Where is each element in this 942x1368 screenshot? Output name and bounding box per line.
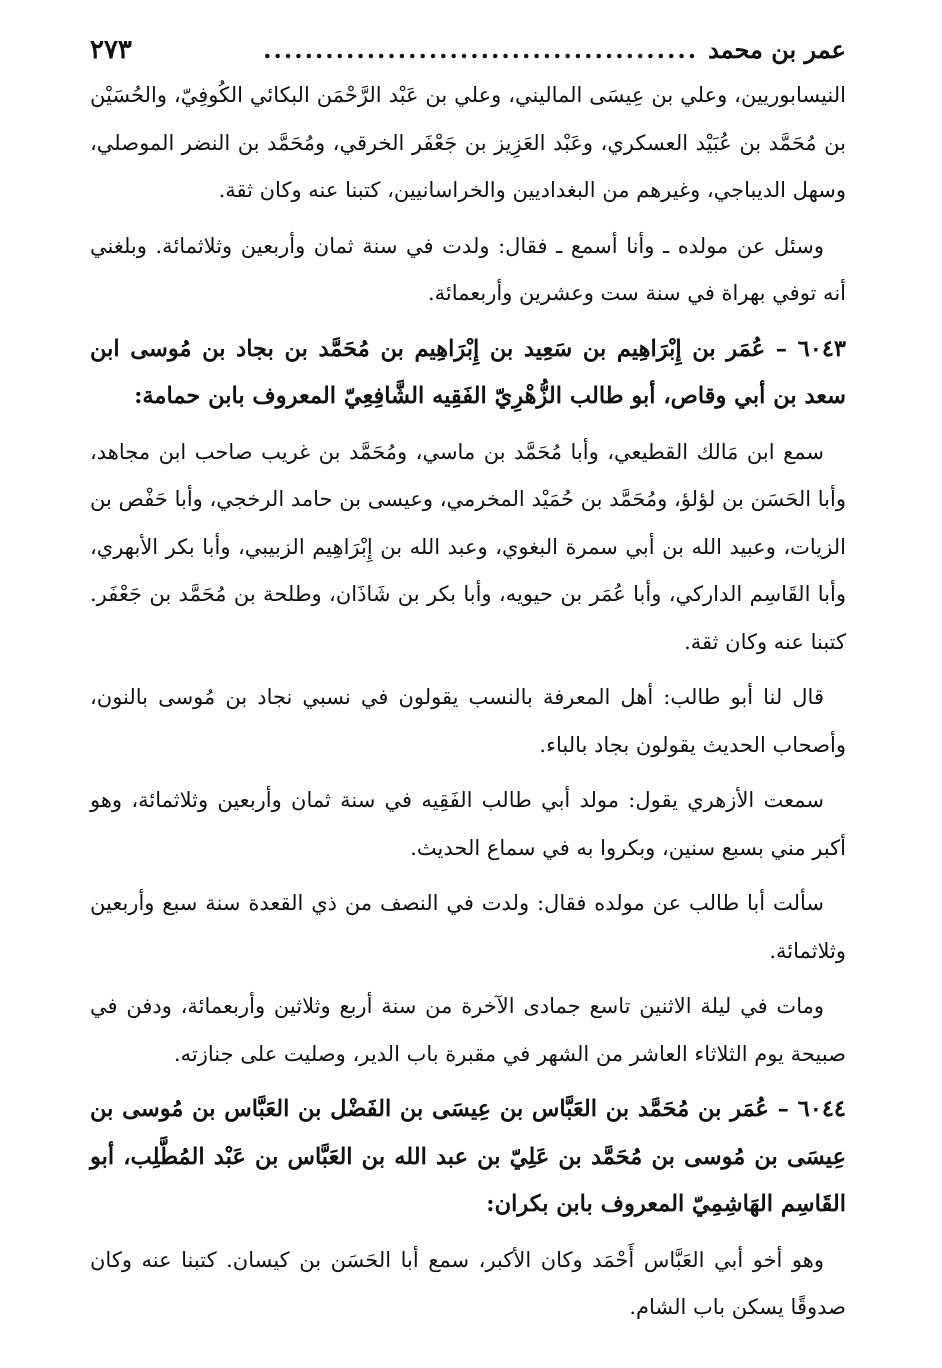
paragraph-6: سألت أبا طالب عن مولده فقال: ولدت في النصف من ذي القعدة سنة سبع وأربعين وثلاثمائة. [90,891,846,963]
paragraph-7: ومات في ليلة الاثنين تاسع جمادى الآخرة من سنة أربع وثلاثين وأربعمائة، ودفن في صبيحة يوم الثلاثاء العاشر من الشهر في مقبرة باب الدير، وصليت على جنازته. [90,994,846,1066]
running-header [90,28,846,72]
book-page [90,28,846,1340]
paragraph-3: سمع ابن مَالك القطيعي، وأبا مُحَمَّد بن ماسي، ومُحَمَّد بن غريب صاحب ابن مجاهد، وأبا الحَسَن بن لؤلؤ، ومُحَمَّد بن حُمَيْد المخرمي، وعيسى بن حامد الرخجي، وأبا حَفْص بن الزيات، وعبيد الله بن أبي سمرة البغوي، وعبد الله بن إِبْرَاهِيم الزبيبي، وأبا بكر الأبهري، وأبا القَاسِم الداركي، وأبا عُمَر بن حيويه، وأبا بكر بن شَاذَان، وطلحة بن مُحَمَّد بن جَعْفَر. كتبنا عنه وكان ثقة. [90,439,846,654]
paragraph-5: سمعت الأزهري يقول: مولد أبي طالب الفَقِيه في سنة ثمان وأربعين وثلاثمائة، وهو أكبر مني بسبع سنين، وبكروا به في سماع الحديث. [90,788,846,860]
entry-heading-6043: ٦٠٤٣ – عُمَر بن إِبْرَاهِيم بن سَعِيد بن إِبْرَاهِيم بن مُحَمَّد بن بجاد بن مُوسى ابن سعد بن أبي وقاص، أبو طالب الزُّهْرِيّ الفَقِيه الشَّافِعِيّ المعروف بابن حمامة: [90,335,846,409]
running-header-dots: .......................................... [263,35,699,64]
paragraph-8: وهو أخو أبي العَبَّاس أَحْمَد وكان الأكبر، سمع أبا الحَسَن بن كيسان. كتبنا عنه وكان صدوقًا يسكن باب الشام. [90,1247,846,1319]
paragraph-1: النيسابوريين، وعلي بن عِيسَى الماليني، وعلي بن عَبْد الرَّحْمَن البكائي الكُوفِيّ، والحُسَيْن بن مُحَمَّد بن عُبَيْد العسكري، وعَبْد العَزِيز بن جَعْفَر الخرقي، ومُحَمَّد بن النضر الموصلي، وسهل الديباجي، وغيرهم من البغداديين والخراسانيين، كتبنا عنه وكان ثقة. [90,83,846,202]
entry-heading-6044: ٦٠٤٤ – عُمَر بن مُحَمَّد بن العَبَّاس بن عِيسَى بن الفَضْل بن العَبَّاس بن مُوسى بن عِيسَى بن مُوسى بن مُحَمَّد بن عَلِيّ بن عبد الله بن العَبَّاس بن عَبْد المُطَّلِب، أبو القَاسِم الهَاشِمِيّ المعروف بابن بكران: [90,1096,846,1217]
running-header-title: عمر بن محمد [708,35,846,64]
paragraph-4: قال لنا أبو طالب: أهل المعرفة بالنسب يقولون في نسبي نجاد بن مُوسى بالنون، وأصحاب الحديث يقولون بجاد بالباء. [90,685,846,757]
paragraph-2: وسئل عن مولده ـ وأنا أسمع ـ فقال: ولدت في سنة ثمان وأربعين وثلاثمائة. وبلغني أنه توفي بهراة في سنة ست وعشرين وأربعمائة. [90,233,846,305]
page-number: ٢٧٣ [90,35,132,65]
